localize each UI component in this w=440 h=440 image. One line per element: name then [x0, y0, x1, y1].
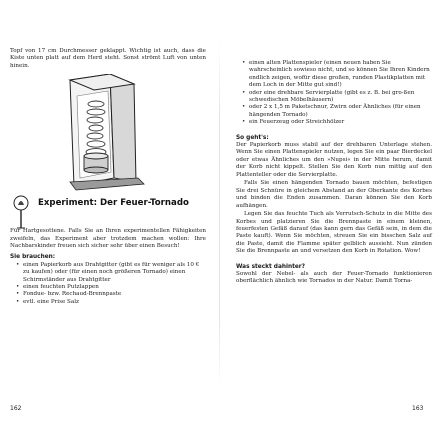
tornado-box-illustration: [10, 74, 206, 192]
list-item: • oder 2 x 1,5 m Paketschnur, Zwirn oder Ähnliches (für einen hängenden Tornado): [249, 104, 432, 119]
science-paragraph: Sowohl der Nebel- als auch der Feuer-Tornado funktionieren oberflächlich ähnlich wie Tornados in der Natur. Damit Torna-: [236, 270, 432, 285]
right-page: [236, 60, 432, 287]
needs-heading: Sie brauchen:: [10, 254, 56, 261]
howto-paragraph: Falls Sie einen hängenden Tornado bauen möchten, befestigen Sie drei Schnüre in gleichem Abstand an der Oberkante des Korbes und binden die Enden zusammen. Daran können Sie den Korb aufhängen.: [236, 180, 432, 209]
page-number-right: 163: [412, 405, 424, 412]
list-item: • ein Feuerzeug oder Streichhölzer: [249, 119, 432, 126]
audience-note: Für Hartgesottene. Falls Sie an Ihren experimentellen Fähigkeiten zweifeln, das Experiment aber trotzdem machen wollen: Ihre Nachbarskinder freuen sich sicher sehr über einen Besuch!: [10, 228, 206, 250]
experiment-title: Experiment: Der Feuer-Tornado: [38, 198, 189, 209]
list-item: • evtl. eine Prise Salz: [23, 299, 206, 306]
left-page: [10, 48, 206, 306]
needs-list: [10, 262, 206, 306]
howto-paragraph: Der Papierkorb muss stabil auf der drehbaren Unterlage stehen. Wenn Sie einen Plattenspieler nutzen, legen Sie ein paar Bierdeckel oder etwas Ähnliches um den »Nupsi« in der Mitte herum, damit der Korb nicht kippelt. Stellen Sie den Korb nun mittig auf den Plattenteller oder die Servierplatte.: [236, 142, 432, 178]
list-item: • einen feuchten Putzlappen: [23, 284, 206, 291]
intro-paragraph: Topf von 17 cm Durchmesser geklappt. Wichtig ist auch, dass die Kiste unten platt auf dem Herd steht. Sonst strömt Luft von unten hinein.: [10, 48, 206, 69]
illustration-container: [10, 74, 206, 192]
experiment-heading-row: [10, 194, 206, 228]
howto-paragraph: Legen Sie das feuchte Tuch als Verrutsch-Schutz in die Mitte des Korbes und platzieren Sie die Brennpaste in einem kleinen, feuerfesten Gefäß darauf (das kann gern das Gefäß sein, in dem die Paste kauft). Wenn Sie möchten, streuen Sie ein bisschen Salz auf die Paste, damit die Flamme später gelblich aussieht. Nun zünden Sie die Brennpaste an und versetzen den Korb in Rotation. Wow!: [236, 211, 432, 255]
howto-heading: So geht's:: [236, 134, 269, 141]
needs-list-continued: [236, 60, 432, 127]
book-gutter: [219, 40, 220, 390]
list-item: • einen Papierkorb aus Drahtgitter (gibt es für weniger als 10 € zu kaufen) oder (für einen noch größeren Tornado) einen Schirmständer aus Drahtgitter: [23, 262, 206, 284]
list-item: • einen alten Plattenspieler (einen neuen haben Sie wahrscheinlich sowieso nicht, und so können Sie Ihren Kindern endlich zeigen, wofür diese großen, runden Plastikplatten mit dem Loch in der Mitte gut sind!): [249, 60, 432, 90]
torch-icon: [10, 194, 32, 230]
list-item: • oder eine drehbare Servierplatte (gibt es z. B. bei gro-ßen schwedischen Möbelhäusern): [249, 90, 432, 105]
list-item: • Fondue- bzw. Rechaud-Brennpaste: [23, 291, 206, 298]
science-heading: Was steckt dahinter?: [236, 263, 306, 270]
page-number-left: 162: [10, 405, 22, 412]
